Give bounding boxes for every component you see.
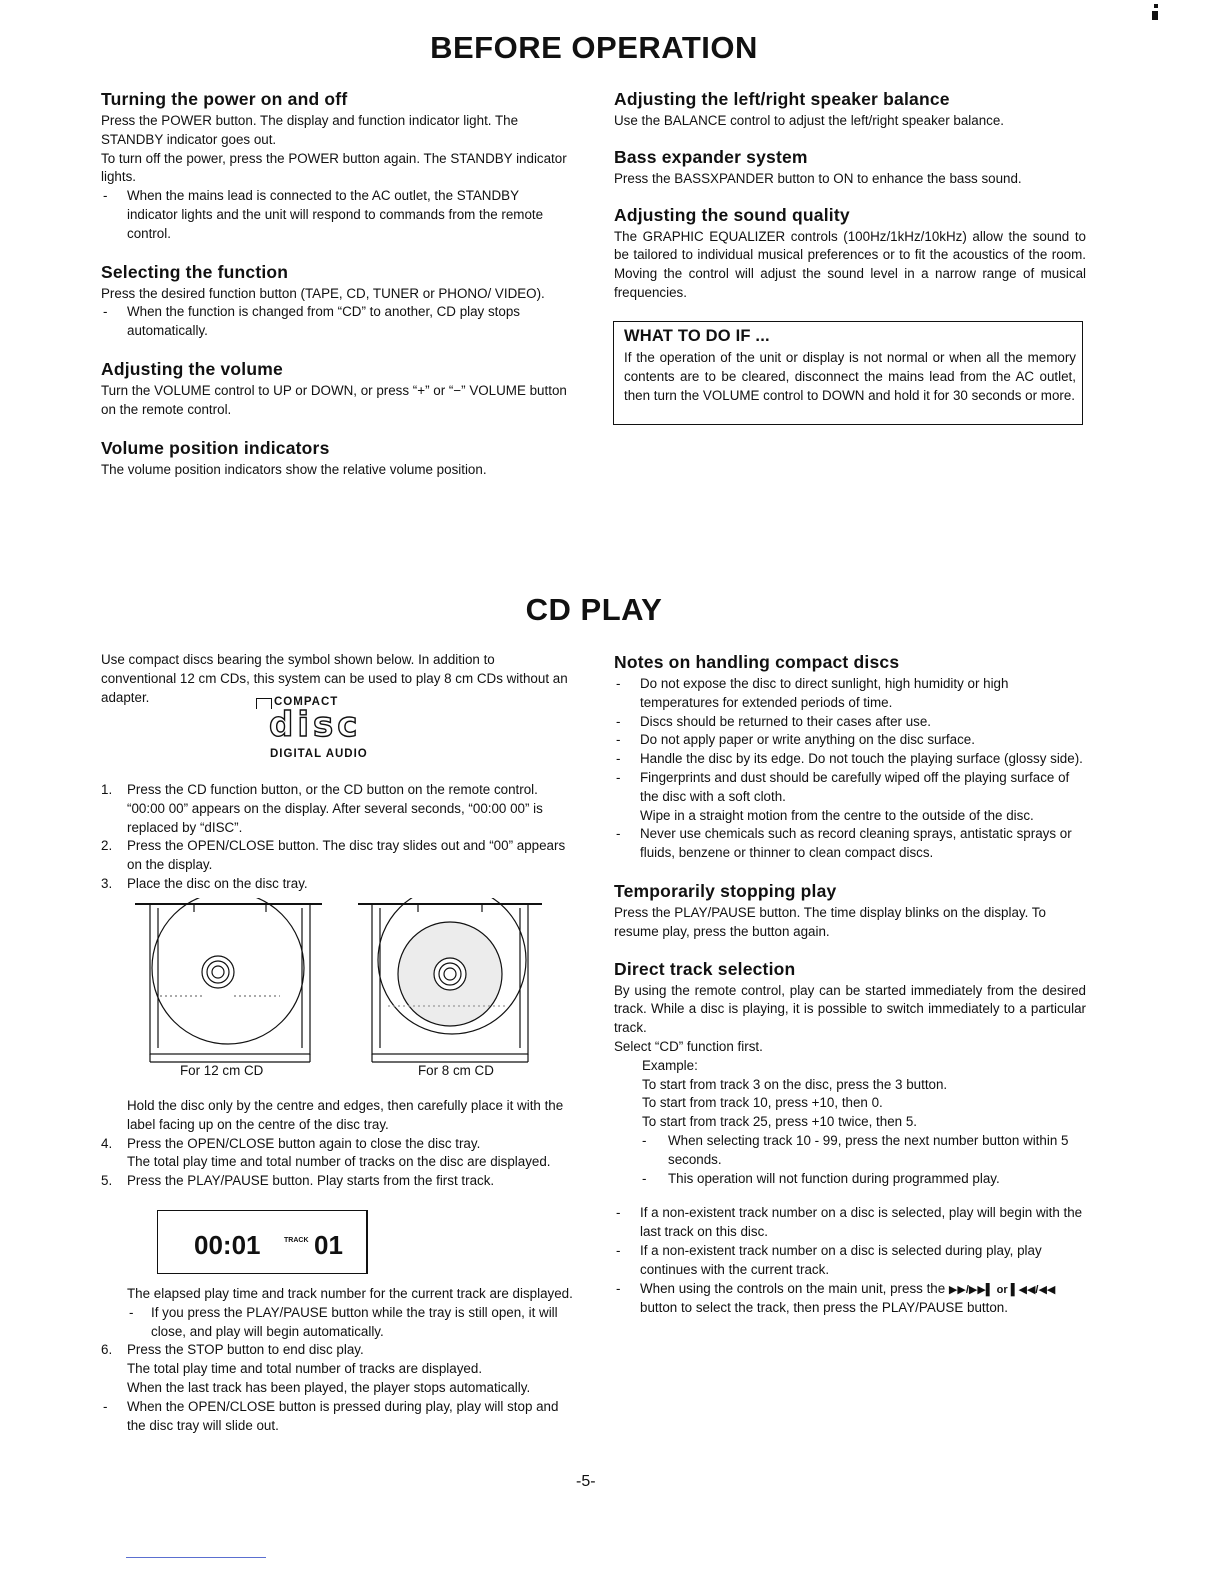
direct-example-3: To start from track 25, press +10 twice, then 5. [642, 1114, 917, 1130]
indicators-text: The volume position indicators show the relative volume position. [101, 461, 487, 477]
bottom-rule [126, 1557, 266, 1558]
step-5-text: Press the PLAY/PAUSE button. Play starts from the first track. [127, 1173, 495, 1189]
section-pause [614, 880, 1086, 942]
handling-note-6: - Never use chemicals such as record cleaning sprays, antistatic sprays or fluids, benzene or thinner to clean compact discs. [614, 825, 1086, 863]
direct-example-2: To start from track 10, press +10, then 0. [642, 1095, 883, 1111]
handling-note-3: - Do not apply paper or write anything on the disc surface. [614, 731, 1086, 750]
direct-example-label: Example: [642, 1057, 698, 1073]
direct-sub-note-1: - When selecting track 10 - 99, press the next number button within 5 seconds. [614, 1132, 1086, 1170]
heading-quality: Adjusting the sound quality [614, 204, 850, 225]
section-function [101, 261, 573, 341]
step-2-number: 2. [101, 838, 113, 854]
caption-8cm: For 8 cm CD [418, 1063, 494, 1078]
section-bass [614, 146, 1086, 189]
lcd-time: 00:01 [194, 1230, 261, 1260]
logo-digital-audio-text: DIGITAL AUDIO [270, 748, 368, 760]
cd-steps-4-5 [101, 1097, 573, 1191]
cd-steps-6 [101, 1285, 573, 1435]
power-text-1: Press the POWER button. The display and function indicator light. The STANDBY indicator goes out. [101, 113, 519, 147]
logo-disc-text: disc [269, 705, 362, 745]
bass-text: Press the BASSXPANDER button to ON to enhance the bass sound. [614, 170, 1022, 186]
skip-buttons-icon: ▶▶/▶▶▌ or ▌◀◀/◀◀ [948, 1283, 1056, 1296]
step-6-text: Press the STOP button to end disc play. [127, 1342, 364, 1358]
elapsed-note: - If you press the PLAY/PAUSE button while the tray is still open, it will close, and play will begin automatically. [101, 1304, 573, 1342]
elapsed-text: The elapsed play time and track number for the current track are displayed. [127, 1286, 573, 1301]
balance-text: Use the BALANCE control to adjust the left/right speaker balance. [614, 113, 1005, 128]
step-1-number: 1. [101, 782, 113, 797]
direct-text-1: By using the remote control, play can be started immediately from the desired track. While a disc is playing, it is possible to switch immediately to a particular track. [614, 982, 1086, 1036]
heading-indicators: Volume position indicators [101, 437, 330, 458]
cd-step-1 [101, 781, 573, 837]
direct-note-3-end: button to select the track, then press the PLAY/PAUSE button. [640, 1300, 1008, 1316]
heading-bass: Bass expander system [614, 146, 808, 167]
section-balance [614, 88, 1086, 131]
section-direct [614, 958, 1086, 1319]
handling-note-5b: Wipe in a straight motion from the centre to the outside of the disc. [640, 807, 1034, 823]
step-6-detail-2: When the last track has been played, the player stops automatically. [127, 1379, 531, 1395]
pause-text: Press the PLAY/PAUSE button. The time display blinks on the display. To resume play, press the button again. [614, 904, 1046, 939]
handling-note-5: - Fingerprints and dust should be carefully wiped off the playing surface of the disc with a soft cloth. [614, 769, 1086, 807]
step-3-text: Place the disc on the disc tray. [127, 875, 308, 891]
section-indicators [101, 437, 573, 480]
direct-note-3 [614, 1280, 1086, 1319]
heading-pause: Temporarily stopping play [614, 880, 837, 901]
direct-example-1: To start from track 3 on the disc, press the 3 button. [642, 1076, 948, 1092]
heading-power: Turning the power on and off [101, 89, 348, 109]
handling-note-4: - Handle the disc by its edge. Do not touch the playing surface (glossy side). [614, 750, 1086, 769]
quality-text: The GRAPHIC EQUALIZER controls (100Hz/1kHz/10kHz) allow the sound to be tailored to individual musical preferences or to fit the acoustics of the room. Moving the control will adjust the sound level in a narrow range of musical frequencies. [614, 228, 1086, 300]
heading-volume: Adjusting the volume [101, 358, 283, 379]
cd-right-column [614, 651, 1086, 1335]
function-text: Press the desired function button (TAPE, CD, TUNER or PHONO/ VIDEO). [101, 285, 545, 301]
hold-disc-text: Hold the disc only by the centre and edges, then carefully place it with the label facing up on the centre of the disc tray. [127, 1098, 564, 1132]
heading-what-to-do: WHAT TO DO IF ... [624, 327, 770, 345]
cd-step-6 [101, 1341, 573, 1360]
cd-step-3 [101, 875, 573, 894]
page-title-before-operation: BEFORE OPERATION [430, 30, 758, 65]
step-2-text: Press the OPEN/CLOSE button. The disc tray slides out and “00” appears on the display. [127, 838, 566, 873]
step-3-number: 3. [101, 875, 113, 891]
cd-steps-1-3 [101, 781, 573, 894]
direct-note-1: - If a non-existent track number on a disc is selected, play will begin with the last track on this disc. [614, 1204, 1086, 1242]
heading-direct: Direct track selection [614, 958, 796, 979]
lcd-display-right-edge [366, 1210, 368, 1274]
cd-step-5 [101, 1172, 573, 1191]
section-quality [614, 204, 1086, 303]
section-handling [614, 651, 1086, 863]
power-note: - When the mains lead is connected to the AC outlet, the STANDBY indicator lights and the unit will respond to commands from the remote control. [101, 187, 573, 243]
function-note: - When the function is changed from “CD” to another, CD play stops automatically. [101, 303, 573, 341]
step-6-detail-1: The total play time and total number of tracks are displayed. [127, 1361, 483, 1377]
volume-text: Turn the VOLUME control to UP or DOWN, or press “+” or “−” VOLUME button on the remote control. [101, 382, 567, 417]
page-number: -5- [576, 1473, 596, 1490]
page-title-cd-play: CD PLAY [525, 592, 663, 627]
compact-disc-logo [256, 696, 392, 764]
openclose-note: - When the OPEN/CLOSE button is pressed during play, play will stop and the disc tray will slide out. [101, 1398, 573, 1436]
handling-note-2: - Discs should be returned to their cases after use. [614, 713, 1086, 732]
direct-note-3-start: When using the controls on the main unit, press the [640, 1280, 949, 1296]
before-left-column [101, 88, 573, 496]
section-power [101, 88, 573, 244]
before-right-column [614, 88, 1086, 320]
step-4-number: 4. [101, 1135, 113, 1151]
cd-intro: Use compact discs bearing the symbol shown below. In addition to conventional 12 cm CDs, this system can be used to play 8 cm CDs without an adapter. [101, 652, 568, 705]
direct-note-2: - If a non-existent track number on a disc is selected during play, play continues with the current track. [614, 1242, 1086, 1280]
lcd-track-number: 01 [314, 1230, 343, 1260]
what-to-do-text: If the operation of the unit or display is not normal or when all the memory contents are to be cleared, disconnect the mains lead from the AC outlet, then turn the VOLUME control to DOWN and hold it for 30 seconds or more. [624, 350, 1076, 403]
logo-compact-text: COMPACT [274, 696, 339, 708]
heading-function: Selecting the function [101, 261, 289, 282]
corner-mark [1152, 4, 1158, 22]
step-4-detail: The total play time and total number of tracks on the disc are displayed. [127, 1154, 551, 1170]
power-text-2: To turn off the power, press the POWER button again. The STANDBY indicator lights. [101, 150, 567, 185]
direct-sub-note-2: - This operation will not function during programmed play. [614, 1170, 1086, 1189]
direct-text-2: Select “CD” function first. [614, 1038, 763, 1054]
disc-tray-illustrations [130, 898, 550, 1066]
step-6-number: 6. [101, 1342, 113, 1358]
handling-note-1: - Do not expose the disc to direct sunlight, high humidity or high temperatures for extended periods of time. [614, 675, 1086, 713]
step-1-text: Press the CD function button, or the CD button on the remote control. “00:00 00” appears on the display. After several seconds, “00:00 00” is replaced by “dISC”. [127, 782, 543, 835]
what-to-do-box [613, 321, 1083, 425]
step-4-text: Press the OPEN/CLOSE button again to close the disc tray. [127, 1135, 481, 1151]
cd-step-4 [101, 1135, 573, 1154]
lcd-track-label: TRACK [284, 1237, 309, 1244]
step-5-number: 5. [101, 1173, 113, 1189]
caption-12cm: For 12 cm CD [180, 1063, 264, 1078]
heading-handling: Notes on handling compact discs [614, 652, 900, 672]
cd-step-2 [101, 837, 573, 875]
section-volume [101, 358, 573, 420]
heading-balance: Adjusting the left/right speaker balance [614, 89, 950, 109]
